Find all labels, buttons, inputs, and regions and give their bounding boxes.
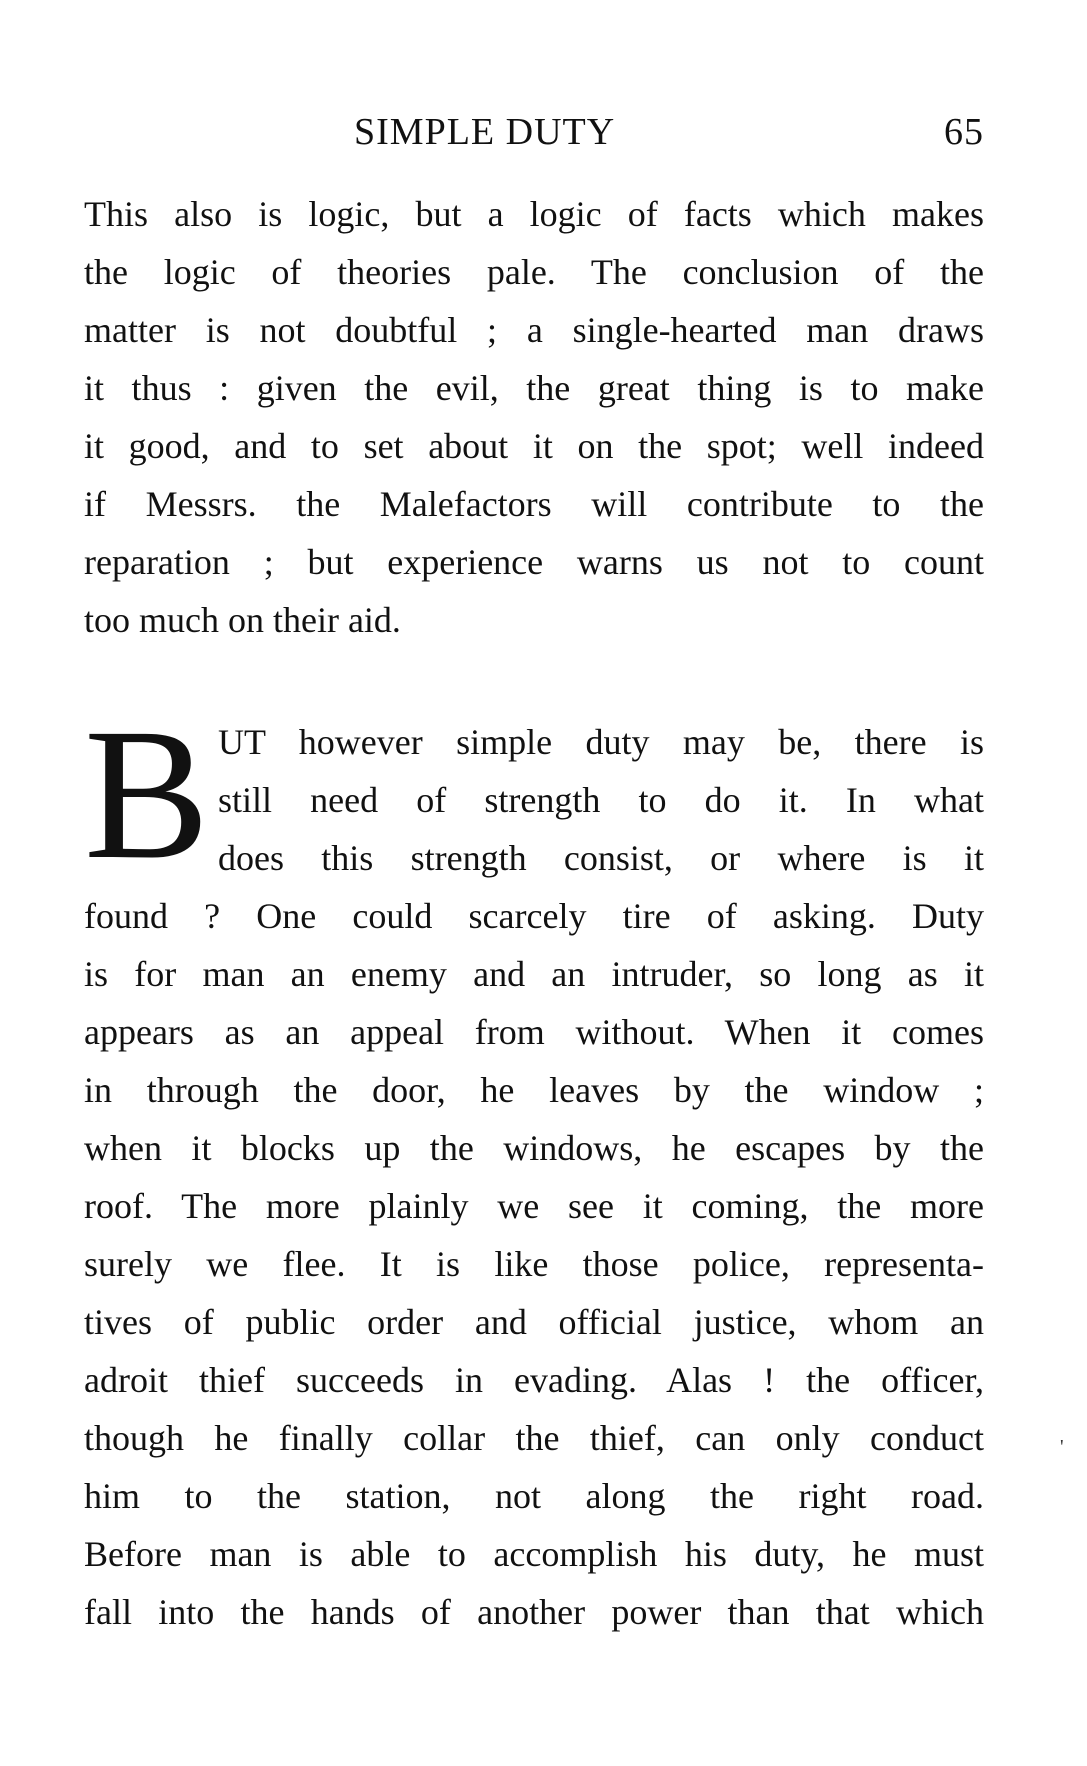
paragraph-1 — [84, 185, 984, 649]
text-line: it good, and to set about it on the spot; well indeed — [84, 426, 984, 466]
text-line: adroit thief succeeds in evading. Alas ! the officer, — [84, 1360, 984, 1400]
text-line: if Messrs. the Malefactors will contribute to the — [84, 484, 984, 524]
text-line: though he finally collar the thief, can only conduct — [84, 1418, 984, 1458]
text-line: matter is not doubtful ; a single-hearted man draws — [84, 310, 984, 350]
drop-cap: B — [84, 689, 210, 898]
text-line: is for man an enemy and an intruder, so long as it — [84, 954, 984, 994]
text-line: appears as an appeal from without. When it comes — [84, 1012, 984, 1052]
text-line: surely we flee. It is like those police, representa- — [84, 1244, 984, 1284]
text-line: tives of public order and official justice, whom an — [84, 1302, 984, 1342]
text-line: Before man is able to accomplish his duty, he must — [84, 1534, 984, 1574]
text-line: too much on their aid. — [84, 600, 401, 640]
text-line: does this strength consist, or where is it — [218, 838, 984, 878]
text-line: roof. The more plainly we see it coming, the more — [84, 1186, 984, 1226]
text-line: it thus : given the evil, the great thing is to make — [84, 368, 984, 408]
text-line: when it blocks up the windows, he escapes by the — [84, 1128, 984, 1168]
running-head — [84, 110, 984, 170]
text-line: found ? One could scarcely tire of asking. Duty — [84, 896, 984, 936]
margin-mark: ' — [1060, 1436, 1064, 1458]
text-line: reparation ; but experience warns us not to count — [84, 542, 984, 582]
text-line: still need of strength to do it. In what — [218, 780, 984, 820]
text-line: UT however simple duty may be, there is — [218, 722, 984, 762]
running-title: SIMPLE DUTY — [354, 111, 616, 153]
text-line: fall into the hands of another power than that which — [84, 1592, 984, 1632]
text-line: the logic of theories pale. The conclusion of the — [84, 252, 984, 292]
page-number: 65 — [944, 111, 984, 153]
text-line: him to the station, not along the right road. — [84, 1476, 984, 1516]
text-line: in through the door, he leaves by the window ; — [84, 1070, 984, 1110]
text-line: This also is logic, but a logic of facts which makes — [84, 194, 984, 234]
paragraph-2 — [84, 713, 984, 1641]
